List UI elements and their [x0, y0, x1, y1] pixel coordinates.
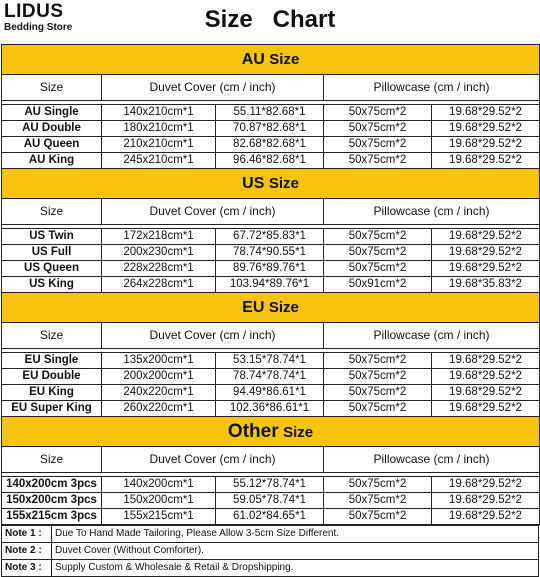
pillow-cm: 50x75cm*2 — [324, 509, 432, 525]
duvet-cm: 260x220cm*1 — [102, 401, 216, 417]
duvet-inch: 78.74*78.74*1 — [216, 369, 324, 385]
duvet-inch: 59.05*78.74*1 — [216, 493, 324, 509]
section-title — [2, 169, 540, 199]
duvet-inch: 67.72*85.83*1 — [216, 229, 324, 245]
pillow-inch: 19.68*29.52*2 — [432, 493, 540, 509]
size-name: EU King — [2, 385, 102, 401]
duvet-inch: 96.46*82.68*1 — [216, 153, 324, 169]
section-size-word: Size — [269, 51, 300, 68]
section-region: Other — [227, 420, 279, 442]
note-row — [2, 560, 539, 577]
note-row — [2, 526, 539, 543]
table-row — [2, 477, 540, 493]
duvet-inch: 61.02*84.65*1 — [216, 509, 324, 525]
table-row — [2, 137, 540, 153]
pillow-cm: 50x75cm*2 — [324, 493, 432, 509]
table-row — [2, 277, 540, 293]
pillow-header: Pillowcase (cm / inch) — [324, 447, 540, 473]
pillow-inch: 19.68*29.52*2 — [432, 261, 540, 277]
size-name: 150x200cm 3pcs — [2, 493, 102, 509]
size-name: AU King — [2, 153, 102, 169]
pillow-cm: 50x75cm*2 — [324, 153, 432, 169]
size-name: 155x215cm 3pcs — [2, 509, 102, 525]
pillow-inch: 19.68*29.52*2 — [432, 153, 540, 169]
duvet-cm: 210x210cm*1 — [102, 137, 216, 153]
table-row — [2, 261, 540, 277]
table-row — [2, 121, 540, 137]
duvet-cm: 150x200cm*1 — [102, 493, 216, 509]
size-name: AU Single — [2, 105, 102, 121]
size-name: US Twin — [2, 229, 102, 245]
notes-table — [1, 525, 539, 577]
duvet-inch: 53.15*78.74*1 — [216, 353, 324, 369]
duvet-header: Duvet Cover (cm / inch) — [102, 323, 324, 349]
section-size-word: Size — [268, 175, 299, 192]
table-row — [2, 369, 540, 385]
table-row — [2, 153, 540, 169]
column-header-row — [2, 75, 540, 101]
size-name: EU Single — [2, 353, 102, 369]
pillow-inch: 19.68*29.52*2 — [432, 385, 540, 401]
duvet-inch: 78.74*90.55*1 — [216, 245, 324, 261]
note-text: Duvet Cover (Without Comforter). — [52, 543, 539, 560]
pillow-cm: 50x75cm*2 — [324, 229, 432, 245]
note-label: Note 3 : — [2, 560, 52, 577]
table-row — [2, 105, 540, 121]
size-name: US Full — [2, 245, 102, 261]
pillow-inch: 19.68*29.52*2 — [432, 369, 540, 385]
duvet-cm: 240x220cm*1 — [102, 385, 216, 401]
duvet-cm: 135x200cm*1 — [102, 353, 216, 369]
size-name: US Queen — [2, 261, 102, 277]
size-header: Size — [2, 323, 102, 349]
table-row — [2, 509, 540, 525]
size-name: AU Double — [2, 121, 102, 137]
pillow-inch: 19.68*29.52*2 — [432, 509, 540, 525]
pillow-inch: 19.68*29.52*2 — [432, 105, 540, 121]
size-name: AU Queen — [2, 137, 102, 153]
note-label: Note 1 : — [2, 526, 52, 543]
section-band — [2, 293, 540, 323]
pillow-inch: 19.68*29.52*2 — [432, 121, 540, 137]
size-name: 140x200cm 3pcs — [2, 477, 102, 493]
duvet-cm: 245x210cm*1 — [102, 153, 216, 169]
duvet-inch: 89.76*89.76*1 — [216, 261, 324, 277]
pillow-cm: 50x75cm*2 — [324, 245, 432, 261]
duvet-inch: 94.49*86.61*1 — [216, 385, 324, 401]
pillow-inch: 19.68*29.52*2 — [432, 401, 540, 417]
table-row — [2, 229, 540, 245]
duvet-cm: 155x215cm*1 — [102, 509, 216, 525]
duvet-cm: 140x210cm*1 — [102, 105, 216, 121]
brand-name: LIDUS — [4, 1, 64, 22]
pillow-header: Pillowcase (cm / inch) — [324, 323, 540, 349]
size-name: EU Super King — [2, 401, 102, 417]
size-name: EU Double — [2, 369, 102, 385]
size-table — [1, 44, 540, 525]
pillow-inch: 19.68*29.52*2 — [432, 245, 540, 261]
section-region: US — [242, 175, 265, 192]
pillow-inch: 19.68*29.52*2 — [432, 477, 540, 493]
table-row — [2, 493, 540, 509]
pillow-cm: 50x75cm*2 — [324, 477, 432, 493]
table-row — [2, 401, 540, 417]
duvet-inch: 70.87*82.68*1 — [216, 121, 324, 137]
pillow-inch: 19.68*29.52*2 — [432, 229, 540, 245]
section-size-word: Size — [268, 299, 299, 316]
section-title — [2, 417, 540, 447]
note-row — [2, 543, 539, 560]
column-header-row — [2, 447, 540, 473]
pillow-cm: 50x75cm*2 — [324, 137, 432, 153]
pillow-cm: 50x75cm*2 — [324, 369, 432, 385]
duvet-cm: 172x218cm*1 — [102, 229, 216, 245]
pillow-cm: 50x75cm*2 — [324, 261, 432, 277]
brand-subtitle: Bedding Store — [4, 22, 73, 33]
duvet-header: Duvet Cover (cm / inch) — [102, 75, 324, 101]
header — [0, 0, 540, 44]
section-band — [2, 169, 540, 199]
table-row — [2, 245, 540, 261]
column-header-row — [2, 323, 540, 349]
section-title — [2, 293, 540, 323]
duvet-cm: 264x228cm*1 — [102, 277, 216, 293]
duvet-inch: 103.94*89.76*1 — [216, 277, 324, 293]
duvet-inch: 55.12*78.74*1 — [216, 477, 324, 493]
section-band — [2, 417, 540, 447]
note-text: Due To Hand Made Tailoring, Please Allow 3-5cm Size Different. — [52, 526, 539, 543]
pillow-header: Pillowcase (cm / inch) — [324, 199, 540, 225]
section-band — [2, 45, 540, 75]
duvet-inch: 102.36*86.61*1 — [216, 401, 324, 417]
pillow-cm: 50x75cm*2 — [324, 401, 432, 417]
table-row — [2, 385, 540, 401]
size-header: Size — [2, 447, 102, 473]
size-header: Size — [2, 199, 102, 225]
pillow-cm: 50x75cm*2 — [324, 105, 432, 121]
pillow-inch: 19.68*29.52*2 — [432, 353, 540, 369]
column-header-row — [2, 199, 540, 225]
pillow-inch: 19.68*29.52*2 — [432, 137, 540, 153]
duvet-cm: 200x230cm*1 — [102, 245, 216, 261]
duvet-cm: 140x200cm*1 — [102, 477, 216, 493]
pillow-cm: 50x75cm*2 — [324, 385, 432, 401]
duvet-inch: 55.11*82.68*1 — [216, 105, 324, 121]
note-text: Supply Custom & Wholesale & Retail & Dropshipping. — [52, 560, 539, 577]
duvet-inch: 82.68*82.68*1 — [216, 137, 324, 153]
section-size-word: Size — [283, 423, 314, 441]
pillow-inch: 19.68*35.83*2 — [432, 277, 540, 293]
section-region: AU — [241, 51, 265, 68]
pillow-cm: 50x75cm*2 — [324, 121, 432, 137]
pillow-cm: 50x75cm*2 — [324, 353, 432, 369]
note-label: Note 2 : — [2, 543, 52, 560]
duvet-cm: 180x210cm*1 — [102, 121, 216, 137]
table-row — [2, 353, 540, 369]
size-name: US King — [2, 277, 102, 293]
size-header: Size — [2, 75, 102, 101]
duvet-cm: 200x200cm*1 — [102, 369, 216, 385]
page-title: Size Chart — [204, 6, 336, 33]
duvet-header: Duvet Cover (cm / inch) — [102, 447, 324, 473]
section-title — [2, 45, 540, 75]
duvet-cm: 228x228cm*1 — [102, 261, 216, 277]
section-region: EU — [242, 299, 265, 316]
duvet-header: Duvet Cover (cm / inch) — [102, 199, 324, 225]
pillow-header: Pillowcase (cm / inch) — [324, 75, 540, 101]
pillow-cm: 50x91cm*2 — [324, 277, 432, 293]
